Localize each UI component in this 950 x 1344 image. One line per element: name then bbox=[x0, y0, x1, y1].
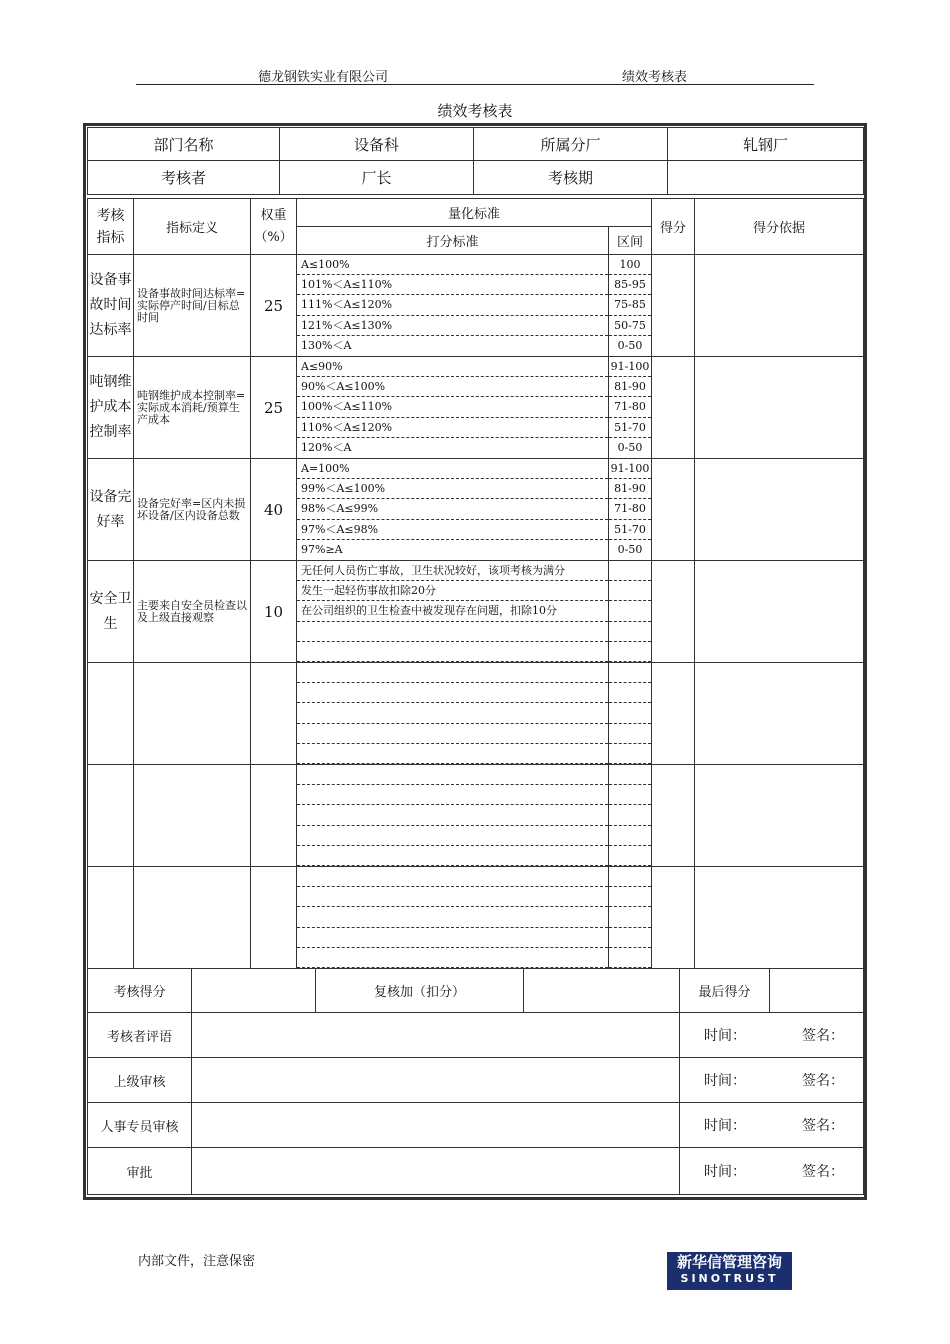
indicator-definition: 主要来自安全员检查以及上级直接观察 bbox=[134, 561, 251, 663]
approval-label: 考核者评语 bbox=[88, 1013, 192, 1058]
indicator-name: 设备完好率 bbox=[88, 459, 134, 561]
criteria-line bbox=[297, 785, 608, 805]
approval-comment bbox=[192, 1103, 680, 1148]
criteria-line: 97%≥A bbox=[301, 542, 343, 556]
criteria-line: 130%＜A bbox=[301, 338, 352, 352]
score-cell bbox=[652, 867, 695, 969]
basis-cell bbox=[695, 867, 864, 969]
approval-row bbox=[88, 1148, 864, 1195]
info-table bbox=[87, 127, 864, 195]
score-cell bbox=[652, 459, 695, 561]
scoring-criteria bbox=[297, 255, 609, 357]
time-label: 时间： bbox=[704, 1118, 747, 1134]
range-line bbox=[609, 765, 651, 785]
page-title: 绩效考核表 bbox=[437, 102, 513, 120]
range-line bbox=[609, 601, 651, 621]
score-cell bbox=[652, 255, 695, 357]
criteria-line bbox=[297, 826, 608, 846]
indicator-weight bbox=[251, 867, 297, 969]
range-line: 91-100 bbox=[609, 459, 651, 479]
criteria-line bbox=[297, 887, 608, 907]
indicator-definition bbox=[134, 765, 251, 867]
head-basis: 得分依据 bbox=[695, 199, 864, 255]
indicator-table bbox=[87, 198, 864, 969]
criteria-line bbox=[297, 907, 608, 927]
criteria-line: 97%＜A≤98% bbox=[297, 520, 608, 540]
head-range: 区间 bbox=[609, 227, 652, 255]
criteria-line: A≤90% bbox=[297, 357, 608, 377]
approval-table bbox=[87, 968, 864, 1195]
sign-label: 签名： bbox=[802, 1118, 845, 1134]
time-label: 时间： bbox=[704, 1073, 747, 1089]
range-line bbox=[609, 805, 651, 825]
range-line: 81-90 bbox=[609, 479, 651, 499]
range-line bbox=[609, 907, 651, 927]
approval-label: 人事专员审核 bbox=[88, 1103, 192, 1148]
logo-cn: 新华信管理咨询 bbox=[676, 1253, 782, 1271]
criteria-line: 90%＜A≤100% bbox=[297, 377, 608, 397]
head-score: 得分 bbox=[652, 199, 695, 255]
indicator-name bbox=[88, 765, 134, 867]
indicator-row bbox=[88, 765, 864, 867]
criteria-line bbox=[297, 765, 608, 785]
approval-signature bbox=[680, 1148, 864, 1195]
criteria-line bbox=[297, 928, 608, 948]
range-line bbox=[609, 663, 651, 683]
basis-cell bbox=[695, 459, 864, 561]
indicator-weight: 10 bbox=[251, 561, 297, 663]
logo-en: SINOTRUST bbox=[680, 1272, 779, 1285]
review-label: 复核加（扣分） bbox=[316, 969, 524, 1013]
indicator-weight: 40 bbox=[251, 459, 297, 561]
indicator-weight bbox=[251, 765, 297, 867]
range-line bbox=[609, 826, 651, 846]
approval-comment bbox=[192, 1013, 680, 1058]
range-line: 51-70 bbox=[609, 418, 651, 438]
indicator-row bbox=[88, 357, 864, 459]
approval-comment bbox=[192, 1148, 680, 1195]
dept-value: 设备科 bbox=[280, 128, 474, 161]
criteria-line bbox=[297, 622, 608, 642]
criteria-line: 101%＜A≤110% bbox=[297, 275, 608, 295]
company-name: 德龙钢铁实业有限公司 bbox=[258, 70, 389, 85]
score-label: 考核得分 bbox=[88, 969, 192, 1013]
scoring-criteria bbox=[297, 867, 609, 969]
range-line bbox=[609, 948, 651, 968]
criteria-line bbox=[297, 663, 608, 683]
range-line bbox=[609, 785, 651, 805]
range-line: 0-50 bbox=[617, 440, 643, 454]
criteria-line: 在公司组织的卫生检查中被发现存在问题，扣除10分 bbox=[297, 601, 608, 621]
criteria-line: A=100% bbox=[297, 459, 608, 479]
indicator-definition: 设备事故时间达标率=实际停产时间/目标总时间 bbox=[134, 255, 251, 357]
time-label: 时间： bbox=[704, 1028, 747, 1044]
criteria-line: 120%＜A bbox=[301, 440, 352, 454]
score-ranges bbox=[609, 459, 652, 561]
range-line: 75-85 bbox=[609, 295, 651, 315]
approval-signature bbox=[680, 1103, 864, 1148]
indicator-definition: 设备完好率=区内未损坏设备/区内设备总数 bbox=[134, 459, 251, 561]
criteria-line bbox=[297, 744, 608, 764]
criteria-line: A≤100% bbox=[297, 255, 608, 275]
indicator-name: 安全卫生 bbox=[88, 561, 134, 663]
final-value bbox=[770, 969, 864, 1013]
range-line bbox=[609, 622, 651, 642]
assessor-value: 厂长 bbox=[280, 161, 474, 195]
basis-cell bbox=[695, 357, 864, 459]
score-ranges bbox=[609, 765, 652, 867]
indicator-definition bbox=[134, 663, 251, 765]
head-definition: 指标定义 bbox=[134, 199, 251, 255]
score-cell bbox=[652, 765, 695, 867]
criteria-line bbox=[297, 724, 608, 744]
score-value bbox=[192, 969, 316, 1013]
period-label: 考核期 bbox=[474, 161, 668, 195]
range-line bbox=[609, 683, 651, 703]
indicator-row bbox=[88, 867, 864, 969]
indicator-row bbox=[88, 561, 864, 663]
approval-row bbox=[88, 1103, 864, 1148]
score-cell bbox=[652, 663, 695, 765]
range-line: 0-50 bbox=[617, 542, 643, 556]
criteria-line bbox=[297, 703, 608, 723]
sign-label: 签名： bbox=[802, 1164, 845, 1180]
range-line: 81-90 bbox=[609, 377, 651, 397]
indicator-name: 吨钢维护成本控制率 bbox=[88, 357, 134, 459]
basis-cell bbox=[695, 255, 864, 357]
score-ranges bbox=[609, 255, 652, 357]
range-line bbox=[609, 561, 651, 581]
head-quant: 量化标准 bbox=[297, 199, 652, 227]
criteria-line: 110%＜A≤120% bbox=[297, 418, 608, 438]
indicator-row bbox=[88, 255, 864, 357]
sign-label: 签名： bbox=[802, 1073, 845, 1089]
range-line: 0-50 bbox=[617, 338, 643, 352]
indicator-definition bbox=[134, 867, 251, 969]
score-cell bbox=[652, 357, 695, 459]
criteria-line bbox=[297, 683, 608, 703]
criteria-line bbox=[297, 642, 608, 662]
range-line bbox=[609, 642, 651, 662]
dept-label: 部门名称 bbox=[88, 128, 280, 161]
approval-comment bbox=[192, 1058, 680, 1103]
scoring-criteria bbox=[297, 459, 609, 561]
criteria-line: 111%＜A≤120% bbox=[297, 295, 608, 315]
scoring-criteria bbox=[297, 561, 609, 663]
confidential-note: 内部文件，注意保密 bbox=[138, 1254, 256, 1269]
indicator-weight bbox=[251, 663, 297, 765]
criteria-line: 发生一起轻伤事故扣除20分 bbox=[297, 581, 608, 601]
criteria-line: 无任何人员伤亡事故，卫生状况较好，该项考核为满分 bbox=[297, 561, 608, 581]
criteria-line: 98%＜A≤99% bbox=[297, 499, 608, 519]
range-line bbox=[609, 867, 651, 887]
criteria-line bbox=[297, 846, 608, 866]
criteria-line: 100%＜A≤110% bbox=[297, 397, 608, 417]
approval-row bbox=[88, 1058, 864, 1103]
indicator-row bbox=[88, 663, 864, 765]
basis-cell bbox=[695, 561, 864, 663]
assessor-label: 考核者 bbox=[88, 161, 280, 195]
basis-cell bbox=[695, 663, 864, 765]
indicator-name bbox=[88, 867, 134, 969]
review-value bbox=[524, 969, 680, 1013]
page-header bbox=[136, 64, 814, 85]
branch-label: 所属分厂 bbox=[474, 128, 668, 161]
criteria-line bbox=[297, 948, 608, 968]
score-ranges bbox=[609, 663, 652, 765]
approval-signature bbox=[680, 1013, 864, 1058]
range-line bbox=[609, 744, 651, 764]
range-line bbox=[609, 846, 651, 866]
final-label: 最后得分 bbox=[680, 969, 770, 1013]
approval-row bbox=[88, 1013, 864, 1058]
score-ranges bbox=[609, 867, 652, 969]
range-line bbox=[609, 887, 651, 907]
approval-label: 上级审核 bbox=[88, 1058, 192, 1103]
approval-signature bbox=[680, 1058, 864, 1103]
scoring-criteria bbox=[297, 357, 609, 459]
criteria-line: 99%＜A≤100% bbox=[297, 479, 608, 499]
scoring-criteria bbox=[297, 663, 609, 765]
time-label: 时间： bbox=[704, 1164, 747, 1180]
range-line bbox=[609, 724, 651, 744]
score-cell bbox=[652, 561, 695, 663]
header-doc-name: 绩效考核表 bbox=[622, 70, 688, 85]
range-line: 91-100 bbox=[609, 357, 651, 377]
branch-value: 轧钢厂 bbox=[668, 128, 864, 161]
range-line: 51-70 bbox=[609, 520, 651, 540]
criteria-line bbox=[297, 805, 608, 825]
range-line: 71-80 bbox=[609, 397, 651, 417]
period-value bbox=[668, 161, 864, 195]
criteria-line bbox=[297, 867, 608, 887]
range-line bbox=[609, 703, 651, 723]
head-indicator: 考核 指标 bbox=[88, 199, 134, 255]
head-weight: 权重 （%） bbox=[251, 199, 297, 255]
indicator-weight: 25 bbox=[251, 357, 297, 459]
indicator-name bbox=[88, 663, 134, 765]
indicator-row bbox=[88, 459, 864, 561]
range-line bbox=[609, 581, 651, 601]
indicator-weight: 25 bbox=[251, 255, 297, 357]
criteria-line: 121%＜A≤130% bbox=[297, 316, 608, 336]
head-scoring: 打分标准 bbox=[297, 227, 609, 255]
score-ranges bbox=[609, 561, 652, 663]
indicator-definition: 吨钢维护成本控制率=实际成本消耗/预算生产成本 bbox=[134, 357, 251, 459]
scoring-criteria bbox=[297, 765, 609, 867]
range-line bbox=[609, 928, 651, 948]
indicator-name: 设备事故时间达标率 bbox=[88, 255, 134, 357]
score-ranges bbox=[609, 357, 652, 459]
sign-label: 签名： bbox=[802, 1028, 845, 1044]
basis-cell bbox=[695, 765, 864, 867]
approval-label: 审批 bbox=[88, 1148, 192, 1195]
range-line: 50-75 bbox=[609, 316, 651, 336]
range-line: 71-80 bbox=[609, 499, 651, 519]
range-line: 100 bbox=[609, 255, 651, 275]
sinotrust-logo bbox=[667, 1252, 792, 1290]
range-line: 85-95 bbox=[609, 275, 651, 295]
